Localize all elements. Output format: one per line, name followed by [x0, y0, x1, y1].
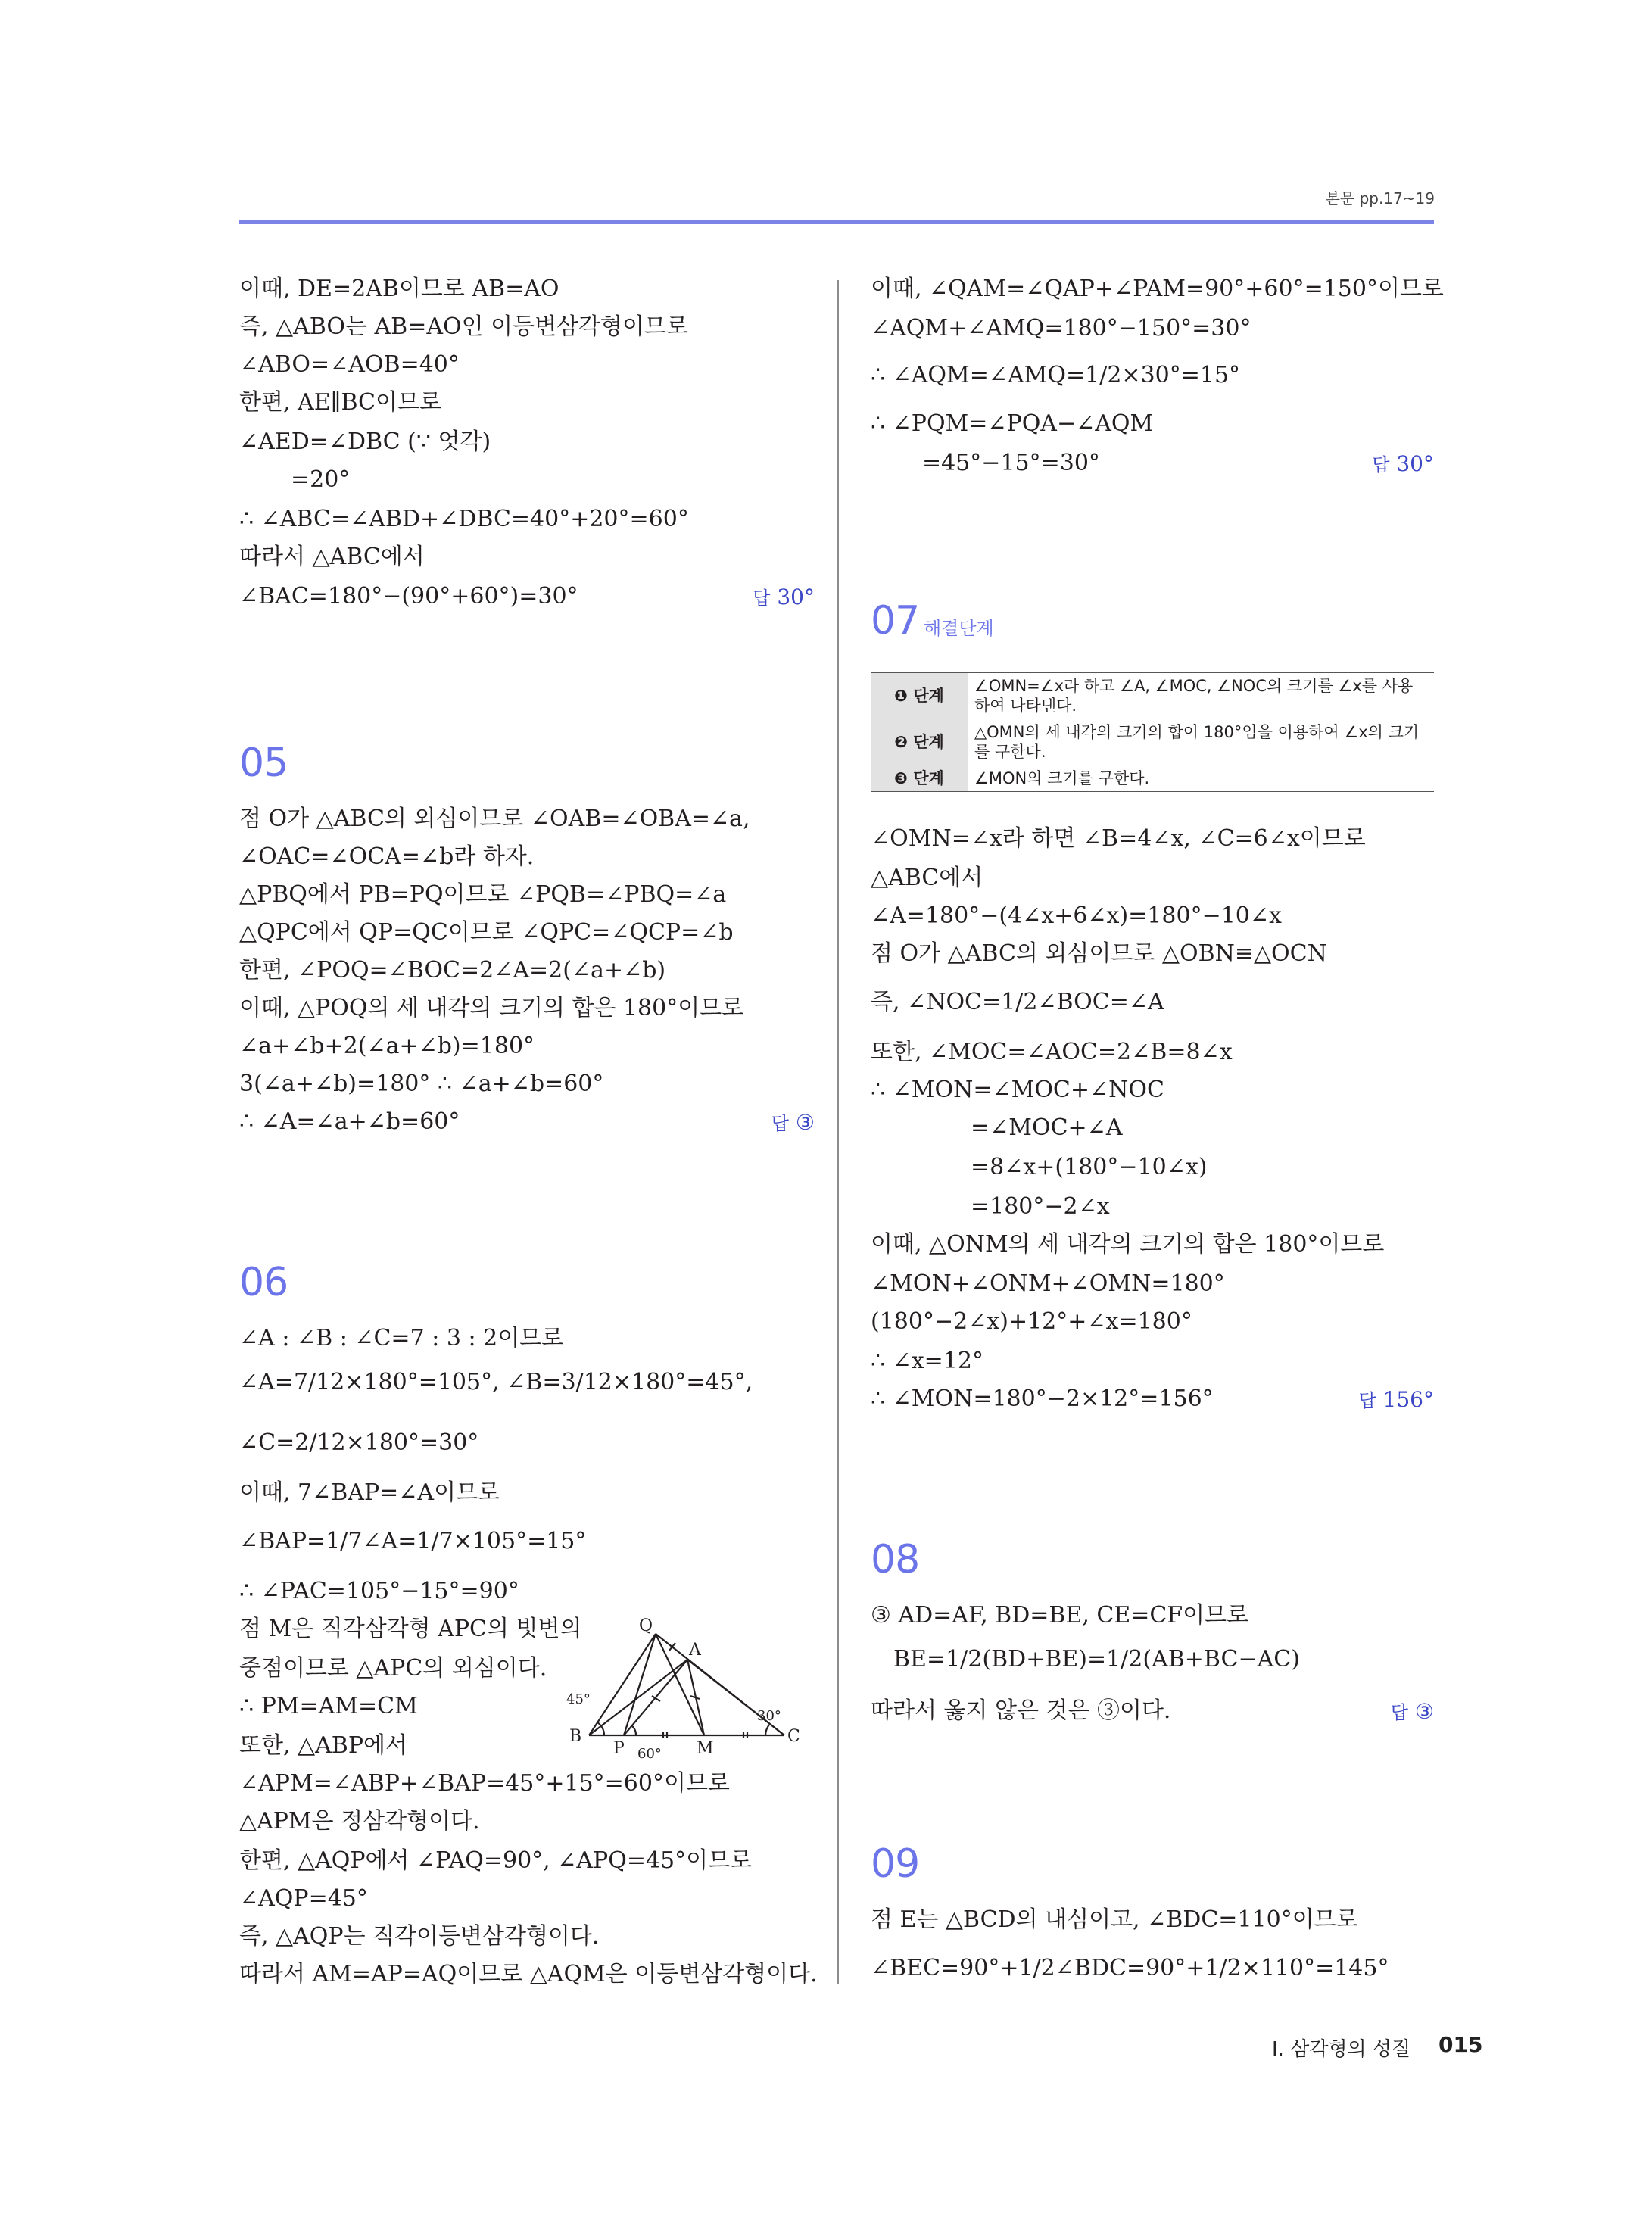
section-number: 05 [239, 740, 288, 786]
text-line: 따라서 AM=AP=AQ이므로 △AQM은 이등변삼각형이다. [239, 1961, 818, 1987]
answer-value: 30° [1396, 451, 1434, 476]
footer-chapter: Ⅰ. 삼각형의 성질 [1272, 2038, 1411, 2061]
text-line: 중점이므로 △APC의 외심이다. [239, 1655, 547, 1682]
text-line: =180°−2∠x [971, 1193, 1110, 1220]
text-line: (180°−2∠x)+12°+∠x=180° [871, 1308, 1192, 1335]
text-line: 점 O가 △ABC의 외심이므로 ∠OAB=∠OBA=∠a, [239, 806, 750, 832]
text-line: =∠MOC+∠A [971, 1114, 1123, 1141]
text-line: =20° [291, 466, 351, 493]
section-number: 08 [871, 1537, 920, 1582]
text-line: ∠AQM+∠AMQ=180°−150°=30° [871, 315, 1251, 341]
text-line: 이때, DE=2AB이므로 AB=AO [239, 276, 559, 302]
answer-label: 답 [1390, 1702, 1408, 1723]
text-line: ∴ ∠AQM=∠AMQ=1/2×30°=15° [871, 362, 1241, 388]
answer-label: 답 [753, 588, 771, 609]
text-line: ∠A=180°−(4∠x+6∠x)=180°−10∠x [871, 902, 1282, 929]
text-line: ∴ ∠PAC=105°−15°=90° [239, 1578, 519, 1604]
label-m: M [697, 1739, 714, 1758]
label-c: C [787, 1727, 800, 1746]
triangle-figure [330, 1614, 815, 1766]
step-table [871, 672, 1434, 792]
text-line: 점 M은 직각삼각형 APC의 빗변의 [239, 1616, 582, 1642]
label-angle-30: 30° [757, 1708, 781, 1724]
section-number: 06 [239, 1260, 288, 1305]
text-line: ∠AED=∠DBC (∵ 엇각) [239, 429, 491, 455]
header-rule [239, 220, 1434, 224]
text-line: ∠A=7/12×180°=105°, ∠B=3/12×180°=45°, [239, 1369, 753, 1395]
text-line: ∴ PM=AM=CM [239, 1693, 418, 1719]
text-line: 따라서 옳지 않은 것은 ③이다. [871, 1697, 1171, 1724]
step-label: ❸ 단계 [871, 765, 968, 792]
step-label: ❶ 단계 [871, 673, 968, 719]
text-line: △ABC에서 [871, 865, 983, 891]
text-line: ∠OAC=∠OCA=∠b라 하자. [239, 843, 535, 870]
text-line: 또한, ∠MOC=∠AOC=2∠B=8∠x [871, 1039, 1233, 1065]
step-row [871, 719, 1434, 765]
text-line: ∠A : ∠B : ∠C=7 : 3 : 2이므로 [239, 1325, 564, 1351]
text-line: ∴ ∠x=12° [871, 1348, 983, 1374]
text-line: △QPC에서 QP=QC이므로 ∠QPC=∠QCP=∠b [239, 919, 734, 946]
text-line: 한편, △AQP에서 ∠PAQ=90°, ∠APQ=45°이므로 [239, 1847, 753, 1874]
text-line: ∠ABO=∠AOB=40° [239, 351, 460, 378]
answer [1391, 1697, 1434, 1724]
text-line: ∠AQP=45° [239, 1885, 368, 1912]
angle-p-arc [631, 1725, 636, 1735]
text-line: 한편, AE∥BC이므로 [239, 389, 441, 416]
text-line: ∠a+∠b+2(∠a+∠b)=180° [239, 1033, 535, 1059]
step-row [871, 673, 1434, 719]
text-line: ③ AD=AF, BD=BE, CE=CF이므로 [871, 1602, 1249, 1629]
label-angle-45: 45° [566, 1691, 591, 1707]
step-row [871, 765, 1434, 792]
page-ref: 본문 pp.17~19 [1325, 189, 1435, 207]
text-line: ∴ ∠PQM=∠PQA−∠AQM [871, 410, 1154, 437]
text-line: 이때, 7∠BAP=∠A이므로 [239, 1479, 500, 1506]
text-line: 점 O가 △ABC의 외심이므로 △OBN≡△OCN [871, 940, 1327, 967]
answer-label: 답 [771, 1113, 789, 1134]
section-subtitle: 해결단계 [924, 618, 994, 639]
text-line: ∠C=2/12×180°=30° [239, 1429, 479, 1456]
answer [1358, 1386, 1434, 1412]
text-line: ∠MON+∠ONM+∠OMN=180° [871, 1270, 1225, 1297]
text-line: ∴ ∠MON=∠MOC+∠NOC [871, 1077, 1164, 1103]
angle-c-arc [765, 1725, 769, 1735]
answer-value: 156° [1382, 1387, 1434, 1412]
text-line: 3(∠a+∠b)=180° ∴ ∠a+∠b=60° [239, 1071, 604, 1097]
step-text: ∠MON의 크기를 구한다. [968, 765, 1435, 792]
text-line: 또한, △ABP에서 [239, 1732, 407, 1759]
text-line: 즉, △AQP는 직각이등변삼각형이다. [239, 1923, 600, 1950]
label-b: B [569, 1727, 582, 1746]
label-angle-60: 60° [637, 1746, 662, 1762]
answer-label: 답 [1358, 1390, 1376, 1411]
answer [1372, 450, 1434, 476]
text-line: ∠APM=∠ABP+∠BAP=45°+15°=60°이므로 [239, 1770, 730, 1797]
answer [753, 583, 815, 609]
label-p: P [613, 1739, 625, 1758]
triangle-diagram [330, 1614, 815, 1766]
text-line: 즉, ∠NOC=1/2∠BOC=∠A [871, 989, 1164, 1015]
step-text: ∠OMN=∠x라 하고 ∠A, ∠MOC, ∠NOC의 크기를 ∠x를 사용하여 나타낸다. [968, 673, 1435, 719]
step-label: ❷ 단계 [871, 719, 968, 765]
segment-bq [589, 1634, 656, 1735]
column-divider [837, 280, 839, 1984]
label-a: A [689, 1641, 701, 1660]
text-line: ∠BEC=90°+1/2∠BDC=90°+1/2×110°=145° [871, 1955, 1389, 1981]
answer-value: ③ [795, 1110, 815, 1135]
page-number: 015 [1438, 2032, 1483, 2057]
text-line: 이때, △POQ의 세 내각의 크기의 합은 180°이므로 [239, 995, 744, 1021]
text-line: ∠BAC=180°−(90°+60°)=30° [239, 583, 578, 609]
answer-value: ③ [1414, 1699, 1434, 1724]
text-line: ∴ ∠MON=180°−2×12°=156° [871, 1386, 1214, 1412]
text-line: 따라서 △ABC에서 [239, 544, 425, 570]
answer-value: 30° [777, 584, 815, 609]
text-line: 점 E는 △BCD의 내심이고, ∠BDC=110°이므로 [871, 1906, 1358, 1933]
text-line: =8∠x+(180°−10∠x) [971, 1154, 1208, 1180]
step-text: △OMN의 세 내각의 크기의 합이 180°임을 이용하여 ∠x의 크기를 구한다. [968, 719, 1435, 765]
text-line: ∠BAP=1/7∠A=1/7×105°=15° [239, 1528, 587, 1554]
text-line: 이때, △ONM의 세 내각의 크기의 합은 180°이므로 [871, 1231, 1385, 1258]
text-line: =45°−15°=30° [922, 450, 1100, 476]
text-line: △PBQ에서 PB=PQ이므로 ∠PQB=∠PBQ=∠a [239, 881, 727, 908]
section-number: 09 [871, 1841, 920, 1887]
text-line: △APM은 정삼각형이다. [239, 1808, 480, 1834]
answer-label: 답 [1372, 454, 1390, 475]
label-q: Q [639, 1616, 653, 1635]
text-line: ∴ ∠ABC=∠ABD+∠DBC=40°+20°=60° [239, 506, 689, 532]
text-line: 이때, ∠QAM=∠QAP+∠PAM=90°+60°=150°이므로 [871, 276, 1444, 302]
section-number: 07 [871, 598, 920, 644]
text-line: 즉, △ABO는 AB=AO인 이등변삼각형이므로 [239, 313, 688, 340]
text-line: BE=1/2(BD+BE)=1/2(AB+BC−AC) [893, 1646, 1300, 1672]
segment-qp [624, 1634, 656, 1735]
text-line: 한편, ∠POQ=∠BOC=2∠A=2(∠a+∠b) [239, 957, 666, 983]
text-line: ∠OMN=∠x라 하면 ∠B=4∠x, ∠C=6∠x이므로 [871, 825, 1366, 852]
answer [771, 1108, 815, 1135]
text-line: ∴ ∠A=∠a+∠b=60° [239, 1108, 460, 1135]
